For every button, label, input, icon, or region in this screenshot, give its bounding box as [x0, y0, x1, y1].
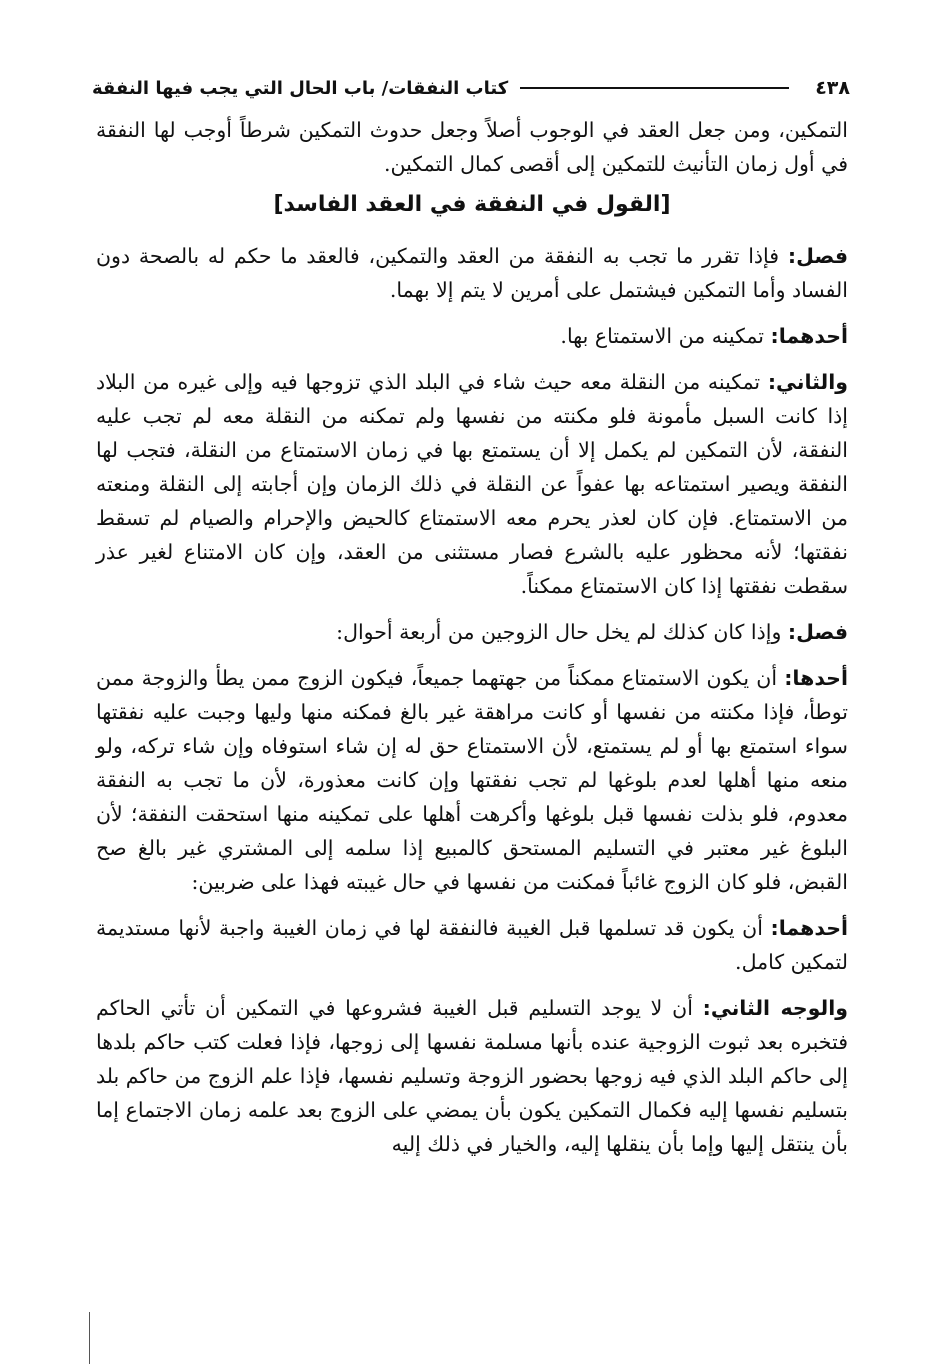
- scan-margin-line: [89, 1312, 90, 1364]
- paragraph-label: فصل:: [787, 244, 848, 268]
- paragraph-case-one: [96, 911, 848, 979]
- page-body: [96, 113, 848, 1173]
- paragraph-first-condition: [96, 319, 848, 353]
- paragraph-label: فصل:: [787, 620, 848, 644]
- header-rule: [520, 87, 789, 89]
- paragraph-second-condition: [96, 365, 848, 603]
- paragraph-label: أحدها:: [784, 666, 848, 690]
- paragraph-text: أن يكون قد تسلمها قبل الغيبة فالنفقة لها في زمان الغيبة واجبة لأنها مستديمة لتمكين كامل.: [96, 916, 848, 974]
- paragraph-text: فإذا تقرر ما تجب به النفقة من العقد والتمكين، فالعقد ما حكم له بالصحة دون الفساد وأما التمكين فيشتمل على أمرين لا يتم إلا بهما.: [96, 244, 848, 302]
- page-header: [92, 68, 850, 108]
- paragraph-text: أن يكون الاستمتاع ممكناً من جهتهما جميعاً، فيكون الزوج ممن يطأ والزوجة ممن توطأ، فإذا مكنته من نفسها أو كانت مراهقة غير بالغ فمكنه منها وليها وجبت عليه نفقتها سواء استمتع بها أو لم يستمتع، لأن الاستمتاع حق له إن شاء استوفاه وإن شاء تركه، ولو منعه منها أهلها لعدم بلوغها لم تجب نفقتها وإن كانت معذورة، لأن ما تجب به النفقة معدوم، فلو بذلت نفسها قبل بلوغها وأكرهت أهلها على تمكينه منها استحقت النفقة؛ لأن البلوغ غير معتبر في التسليم المستحق كالمبيع إذا سلمه إلى المشتري غير بالغ صح القبض، فلو كان الزوج غائباً فمكنت من نفسها في حال غيبته فهذا على ضربين:: [96, 666, 848, 894]
- paragraph-fasl-2: [96, 615, 848, 649]
- paragraph-text: وإذا كان كذلك لم يخل حال الزوجين من أربعة أحوال:: [336, 620, 788, 644]
- paragraph-text: أن لا يوجد التسليم قبل الغيبة فشروعها في التمكين أن تأتي الحاكم فتخبره بعد ثبوت الزوجية عنده بأنها مسلمة نفسها إلى زوجها، فإذا فعلت كتب حاكم بلدها إلى حاكم البلد الذي فيه زوجها بحضور الزوجة وتسليم نفسها، فإذا علم الزوج من حاكم بلد بتسليم نفسها إليه فكمال التمكين يكون بأن يمضي على الزوج بعد علمه زمان الاجتماع إما بأن ينتقل إليها وإما بأن ينقلها إليه، والخيار في ذلك إليه: [96, 996, 849, 1156]
- paragraph-label: أحدهما:: [770, 324, 848, 348]
- paragraph-text: تمكينه من النقلة معه حيث شاء في البلد الذي تزوجها فيه وإلى غيره من البلاد إذا كانت السبل مأمونة فلو مكنته من نفسها ولم تمكنه من النقلة معه لم تجب عليه النفقة، لأن التمكين لم يكمل إلا أن يستمتع بها في زمان الاستمتاع من النقلة، فتجب لها النفقة ويصير استمتاعه بها عفواً عن النقلة في ذلك الزمان وإن أجابته إلى النقلة ومنعته من الاستمتاع. فإن كان لعذر يحرم معه الاستمتاع كالحيض والإحرام والصيام لم تسقط نفقتها؛ لأنه محظور عليه بالشرع فصار مستثنى من العقد، وإن كان الامتناع لغير عذر سقطت نفقتها إذا كان الاستمتاع ممكناً.: [96, 370, 848, 598]
- paragraph-label: أحدهما:: [770, 916, 848, 940]
- paragraph-label: والثاني:: [767, 370, 848, 394]
- running-title: كتاب النفقات/ باب الحال التي يجب فيها النفقة: [92, 77, 509, 99]
- paragraph-case-two: [96, 991, 848, 1161]
- page-number: ٤٣٨: [815, 77, 850, 99]
- paragraph-fasl-1: [96, 239, 848, 307]
- paragraph-text: تمكينه من الاستمتاع بها.: [560, 324, 771, 348]
- paragraph-label: والوجه الثاني:: [702, 996, 848, 1020]
- section-heading: [القول في النفقة في العقد الفاسد]: [273, 192, 671, 217]
- paragraph-state-one: [96, 661, 848, 899]
- intro-paragraph: التمكين، ومن جعل العقد في الوجوب أصلاً وجعل حدوث التمكين شرطاً أوجب لها النفقة في أول زمان التأنيث للتمكين إلى أقصى كمال التمكين.: [96, 118, 848, 176]
